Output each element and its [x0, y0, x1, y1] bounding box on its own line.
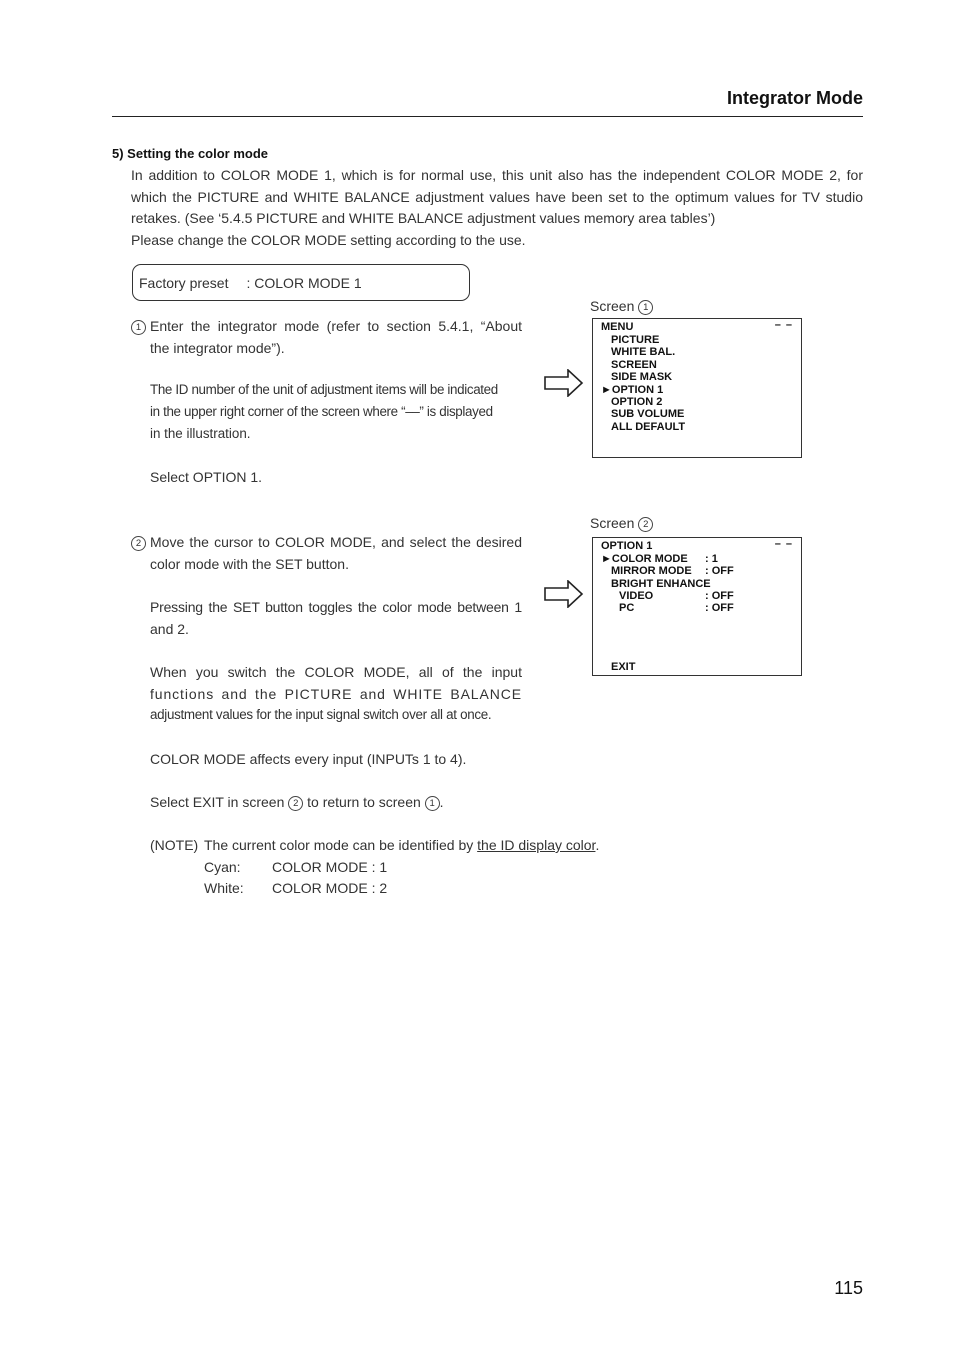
option-row-exit: EXIT	[611, 661, 636, 673]
step1-line: Enter the integrator mode (refer to section 5.4.1, “About	[150, 318, 522, 334]
screen1-number: 1	[638, 300, 653, 315]
screen2-caption: Screen 2	[590, 515, 653, 532]
factory-preset-value: : COLOR MODE 1	[246, 275, 362, 291]
factory-preset-label: Factory preset	[139, 275, 229, 291]
step1-note-line: in the illustration.	[150, 426, 251, 441]
step2-toggle	[150, 599, 522, 642]
intro-line: retakes. (See ‘5.4.5 PICTURE and WHITE BALANCE adjustment values memory area tables’)	[131, 210, 716, 227]
screen1-display	[592, 318, 802, 458]
option-value: : 1	[705, 553, 718, 565]
menu-item: SUB VOLUME	[611, 408, 685, 421]
step2-toggle-line: and 2.	[150, 620, 189, 637]
note-white-mode: COLOR MODE : 2	[272, 880, 388, 896]
screen2-menu-title: OPTION 1	[601, 540, 653, 552]
intro-line: In addition to COLOR MODE 1, which is for normal use, this unit also has the independent COLOR MODE 2, for	[131, 167, 863, 183]
option-row-mirror-mode: MIRROR MODE	[611, 565, 692, 577]
menu-item: SCREEN	[611, 358, 657, 371]
step2-exit: Select EXIT in screen 2 to return to screen 1 .	[150, 794, 444, 810]
right-arrow-icon	[544, 580, 584, 608]
menu-item: PICTURE	[611, 334, 660, 346]
page-number: 115	[834, 1278, 863, 1298]
option-row-pc: PC	[619, 602, 635, 614]
menu-item: OPTION 2	[611, 396, 663, 409]
step2-text	[150, 534, 522, 577]
header-divider	[112, 116, 863, 117]
option-row-video: VIDEO	[619, 590, 654, 602]
step2-switch-line: When you switch the COLOR MODE, all of the input	[150, 664, 522, 680]
intro-line: which the PICTURE and WHITE BALANCE adjustment values have been set to the optimum values for TV studio	[131, 188, 863, 205]
screen1-menu-list	[601, 334, 686, 433]
option-value: : OFF	[705, 602, 734, 614]
screen1-id-marker: – –	[774, 319, 793, 331]
intro-line: Please change the COLOR MODE setting according to the use.	[131, 232, 526, 249]
step1-note-line: The ID number of the unit of adjustment items will be indicated	[150, 382, 498, 397]
option-row-bright-enhance: BRIGHT ENHANCE	[611, 578, 711, 590]
menu-item-selected: ►OPTION 1	[601, 383, 664, 396]
step1-note-line: in the upper right corner of the screen where “––” is displayed	[150, 404, 493, 419]
menu-item: SIDE MASK	[611, 371, 673, 384]
option-value: : OFF	[705, 565, 734, 577]
right-arrow-icon	[544, 369, 584, 397]
note-cyan-label: Cyan:	[204, 859, 241, 875]
screen1-caption: Screen 1	[590, 298, 653, 315]
step1-text	[150, 318, 522, 361]
step1-note	[150, 382, 498, 448]
screen2-number: 2	[638, 517, 653, 532]
step2-line: color mode with the SET button.	[150, 555, 349, 572]
option-value: : OFF	[705, 590, 734, 602]
option-row-color-mode: ►COLOR MODE	[601, 553, 688, 565]
step2-switch-line: adjustment values for the input signal switch over all at once.	[150, 707, 492, 723]
step2-switch	[150, 664, 522, 729]
id-display-color-link: the ID display color	[477, 837, 596, 853]
step2-toggle-line: Pressing the SET button toggles the color mode between 1	[150, 599, 522, 615]
note-label: (NOTE)	[150, 837, 199, 853]
menu-item: ALL DEFAULT	[611, 420, 686, 433]
step2-number: 2	[131, 534, 146, 551]
menu-item: WHITE BAL.	[611, 346, 676, 359]
step1-number: 1	[131, 318, 146, 335]
note-cyan-mode: COLOR MODE : 1	[272, 859, 388, 875]
page-title: Integrator Mode	[726, 88, 863, 108]
note-text: The current color mode can be identified by the ID display color.	[204, 837, 600, 853]
intro-paragraph	[131, 165, 863, 252]
step2-line: Move the cursor to COLOR MODE, and select the desired	[150, 534, 522, 550]
screen2-id-marker: – –	[774, 538, 793, 550]
screen2-display	[592, 537, 802, 676]
step2-switch-line: functions and the PICTURE and WHITE BALANCE	[150, 685, 522, 702]
factory-preset	[139, 275, 362, 291]
step2-affects: COLOR MODE affects every input (INPUTs 1 to 4).	[150, 751, 467, 767]
section-title: 5) Setting the color mode	[112, 146, 269, 161]
step1-select: Select OPTION 1.	[150, 469, 263, 485]
note-white-label: White:	[204, 880, 244, 896]
screen1-menu-title: MENU	[601, 321, 634, 333]
step1-line: the integrator mode”).	[150, 339, 285, 356]
